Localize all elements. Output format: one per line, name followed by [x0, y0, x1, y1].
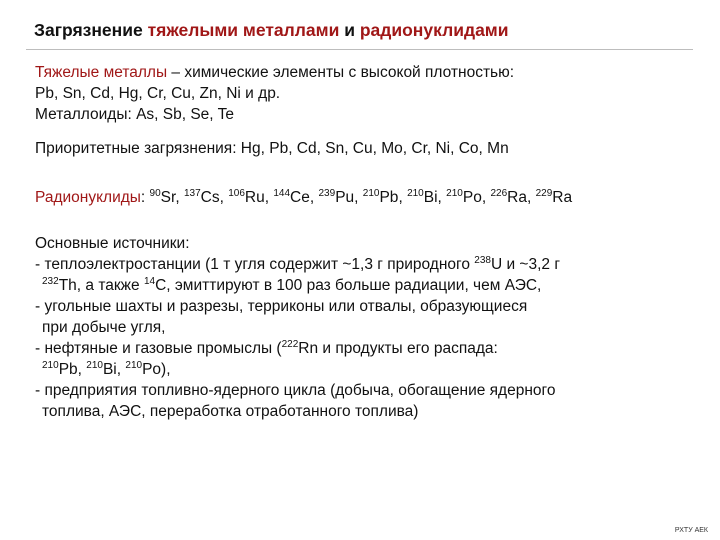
source-coal-line-2: при добыче угля, — [42, 319, 166, 336]
nuclide-mass-number: 137 — [183, 187, 201, 199]
nuclide-ra-226 — [490, 189, 535, 206]
rn-element: Rn — [298, 340, 319, 357]
source-oil-text-b: и продукты его распада: — [318, 340, 498, 357]
nuclide-mass-number: 144 — [273, 187, 291, 199]
nuclide-mass-number: 90 — [149, 187, 161, 199]
nuclide-element: Po — [462, 189, 482, 206]
c-mass-number: 14 — [143, 275, 156, 287]
pb-element: Pb — [58, 361, 78, 378]
nuclide-element: Bi — [423, 189, 438, 206]
nuclide-mass-number: 229 — [535, 187, 553, 199]
source-oil-text-a: - нефтяные и газовые промыслы ( — [35, 340, 282, 357]
priority-pollutants: Приоритетные загрязнения: Hg, Pb, Cd, Sn, Cu, Mo, Cr, Ni, Co, Mn — [35, 140, 509, 157]
nuclide-separator: , — [526, 189, 536, 206]
nuclide-separator: , — [219, 189, 229, 206]
c-element: C — [155, 277, 167, 294]
metalloids-line: Металлоиды: As, Sb, Se, Te — [35, 106, 235, 123]
radionuclides-colon: : — [140, 189, 150, 206]
title-radionuclides: радионуклидами — [359, 20, 509, 40]
nuclide-separator: , — [354, 189, 363, 206]
source-tpp-text-a: - теплоэлектростанции (1 т угля содержит ~1,3 г природного — [35, 256, 475, 273]
bi-mass-number: 210 — [86, 359, 103, 371]
nuclide-pu-239 — [319, 189, 363, 206]
nuclide-mass-number: 210 — [446, 187, 463, 199]
nuclide-separator: , — [398, 189, 408, 206]
source-tpp-text-d: , эмиттируют в 100 раз больше радиации, чем АЭС, — [166, 277, 542, 294]
title-divider — [26, 49, 693, 50]
nuclide-separator: , — [481, 189, 491, 206]
heavy-metals-term: Тяжелые металлы — [35, 64, 168, 81]
nuclide-mass-number: 210 — [407, 187, 424, 199]
nuclide-mass-number: 239 — [318, 187, 336, 199]
source-oil-line-2 — [35, 359, 560, 380]
separator: , — [116, 361, 126, 378]
po-mass-number: 210 — [125, 359, 143, 371]
nuclide-element: Pu — [335, 189, 355, 206]
nuclide-ce-144 — [273, 189, 318, 206]
separator: , — [77, 361, 87, 378]
nuclide-separator: , — [175, 189, 184, 206]
nuclide-element: Ce — [290, 189, 310, 206]
u-element: U — [490, 256, 503, 273]
nuclide-element: Ru — [244, 189, 265, 206]
rn-mass-number: 222 — [281, 338, 299, 350]
nuclide-element: Pb — [379, 189, 399, 206]
source-nuclear-line-2: топлива, АЭС, переработка отработанного топлива) — [42, 403, 419, 420]
nuclide-mass-number: 210 — [362, 187, 380, 199]
nuclide-sr-90 — [150, 189, 184, 206]
heavy-metals-list: Pb, Sn, Cd, Hg, Cr, Cu, Zn, Ni и др. — [35, 85, 281, 102]
nuclide-ru-106 — [228, 189, 273, 206]
source-oil-text-end: ), — [161, 361, 171, 378]
title-part-1: Загрязнение — [34, 20, 148, 40]
heavy-metals-section — [35, 62, 514, 125]
nuclide-separator: , — [437, 189, 447, 206]
source-tpp-text-b: и ~3,2 г — [502, 256, 560, 273]
source-tpp-line-2 — [35, 275, 560, 296]
heavy-metals-definition — [35, 62, 514, 83]
title-part-3: и — [339, 20, 360, 40]
nuclide-separator: , — [264, 189, 274, 206]
nuclide-bi-210 — [407, 189, 446, 206]
title-heavy-metals: тяжелыми металлами — [147, 20, 340, 40]
nuclide-mass-number: 106 — [228, 187, 245, 199]
radionuclides-line — [35, 187, 572, 208]
nuclide-element: Ra — [507, 189, 527, 206]
po-element: Po — [142, 361, 162, 378]
th-mass-number: 232 — [42, 275, 59, 287]
nuclide-pb-210 — [363, 189, 407, 206]
footer-label: РХТУ АЕК — [674, 527, 708, 534]
u-mass-number: 238 — [474, 254, 491, 266]
source-nuclear-line-1: - предприятия топливно-ядерного цикла (добыча, обогащение ядерного — [35, 382, 556, 399]
heavy-metals-definition-text: – химические элементы с высокой плотностью: — [167, 64, 515, 81]
page-title — [34, 20, 509, 41]
sources-section — [35, 233, 560, 422]
sources-heading: Основные источники: — [35, 235, 190, 252]
source-oil-line-1 — [35, 338, 560, 359]
nuclide-element: Cs — [200, 189, 220, 206]
radionuclides-label: Радионуклиды — [35, 189, 141, 206]
source-tpp-text-c: , а также — [76, 277, 144, 294]
source-coal-line-1: - угольные шахты и разрезы, терриконы или отвалы, образующиеся — [35, 298, 528, 315]
nuclide-element: Ra — [552, 189, 573, 206]
nuclide-separator: , — [309, 189, 319, 206]
th-element: Th — [58, 277, 77, 294]
radionuclides-list — [150, 189, 573, 206]
nuclide-ra-229 — [536, 189, 573, 206]
nuclide-mass-number: 226 — [490, 187, 508, 199]
pb-mass-number: 210 — [42, 359, 59, 371]
bi-element: Bi — [102, 361, 117, 378]
nuclide-element: Sr — [160, 189, 176, 206]
source-tpp-line-1 — [35, 254, 560, 275]
nuclide-po-210 — [446, 189, 490, 206]
nuclide-cs-137 — [184, 189, 228, 206]
